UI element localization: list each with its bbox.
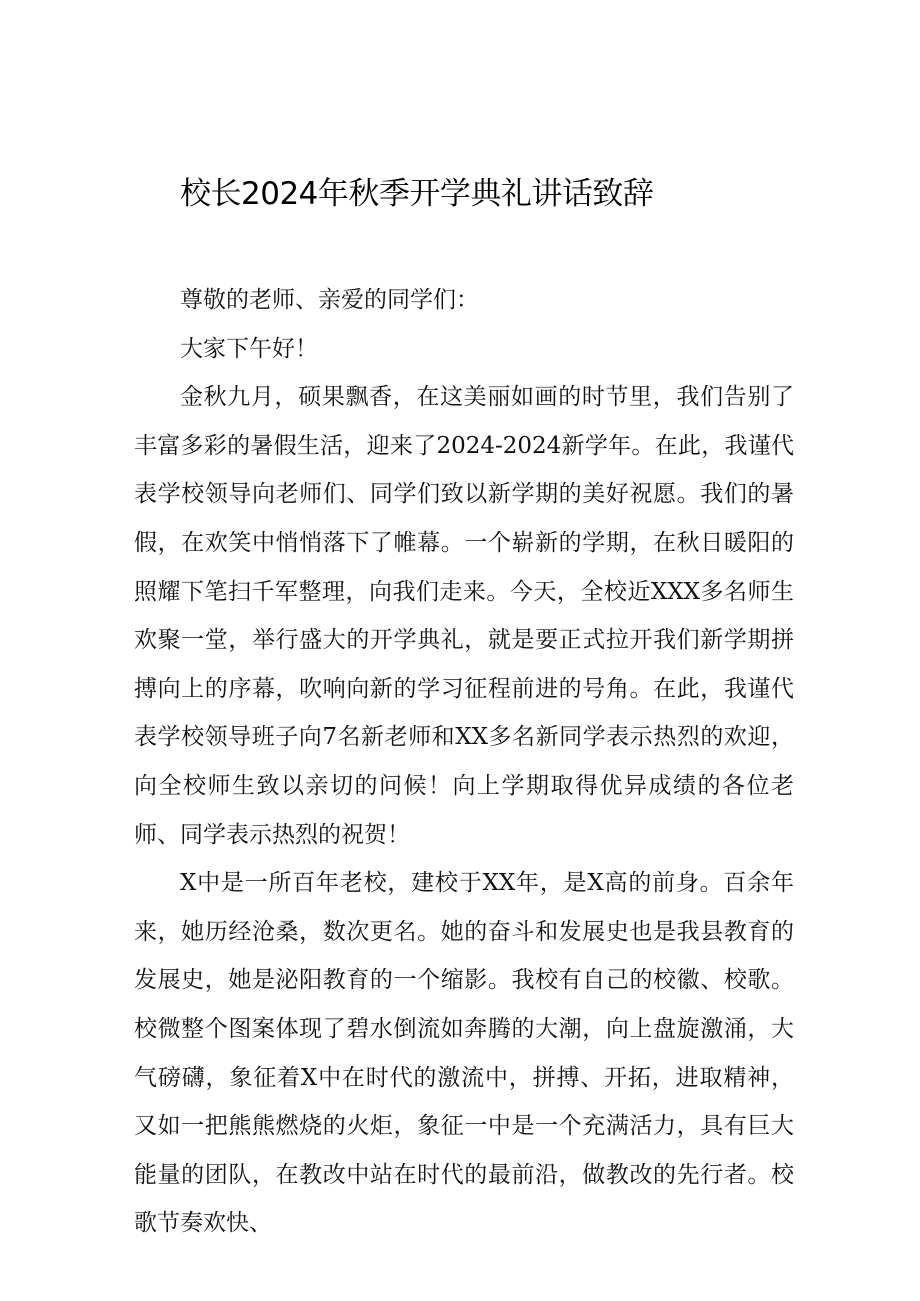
body-paragraph-opening: 金秋九月，硕果飘香，在这美丽如画的时节里，我们告别了丰富多彩的暑假生活，迎来了2024-2024新学年。在此，我谨代表学校领导向老师们、同学们致以新学期的美好祝愿。我们的暑假，在欢笑中悄悄落下了帷幕。一个崭新的学期，在秋日暖阳的照耀下笔扫千军整理，向我们走来。今天，全校近XXX多名师生欢聚一堂，举行盛大的开学典礼，就是要正式拉开我们新学期拼搏向上的序幕，吹响向新的学习征程前进的号角。在此，我谨代表学校领导班子向7名新老师和XX多名新同学表示热烈的欢迎，向全校师生致以亲切的问候！向上学期取得优异成绩的各位老师、同学表示热烈的祝贺！ — [134, 384, 794, 848]
salutation-paragraph: 尊敬的老师、亲爱的同学们： — [180, 287, 479, 313]
document-title: 校长2024年秋季开学典礼讲话致辞 — [180, 176, 654, 212]
document-body — [134, 276, 794, 1248]
body-paragraph-school-history: X中是一所百年老校，建校于XX年，是X高的前身。百余年来，她历经沧桑，数次更名。她的奋斗和发展史也是我县教育的发展史，她是泌阳教育的一个缩影。我校有自己的校徽、校歌。校微整个图案体现了碧水倒流如奔腾的大潮，向上盘旋激涌，大气磅礴，象征着X中在时代的激流中，拼搏、开拓，进取精神，又如一把熊熊燃烧的火炬，象征一中是一个充满活力，具有巨大能量的团队，在教改中站在时代的最前沿，做教改的先行者。校歌节奏欢快、 — [134, 870, 794, 1237]
greeting-paragraph: 大家下午好！ — [180, 335, 318, 362]
